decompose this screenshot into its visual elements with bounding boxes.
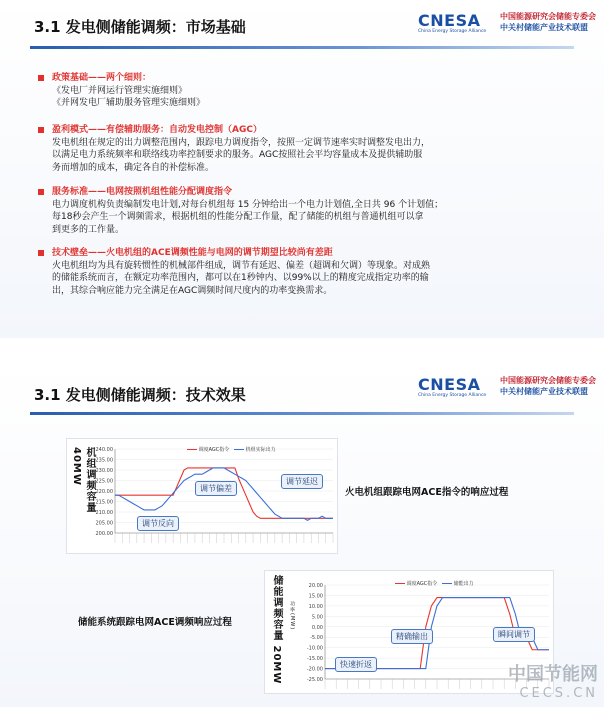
callout-accurate: 精确输出 <box>391 629 433 644</box>
section-line: 《并网发电厂辅助服务管理实施细则》 <box>52 98 206 108</box>
y-tick-label: -10.00 <box>306 645 323 652</box>
y-tick-label: 230.00 <box>95 468 113 474</box>
cnesa-logo <box>418 372 596 402</box>
logo-cn-line1: 中国能源研究会储能专委会 <box>500 376 596 385</box>
y-tick-label: 215.00 <box>95 499 113 506</box>
y-tick-label: 15.00 <box>308 593 323 600</box>
section-line: 的储能系统而言，在额定功率范围内，都可以在1秒钟内、以99%以上的精度完成指定功率的输 <box>52 273 429 283</box>
section-heading: 盈利模式——有偿辅助服务：自动发电控制（AGC） <box>52 125 262 135</box>
title-divider <box>30 412 574 415</box>
watermark-line2: CECS.CN <box>519 686 598 701</box>
section-line: 出，其综合响应能力完全满足在AGC调频时间尺度内的功率变换需求。 <box>52 285 333 296</box>
section-service-standard <box>38 186 568 236</box>
chart1-y-label: 机组调频容量 40MW <box>71 447 95 513</box>
callout-fast: 快速折返 <box>335 657 377 672</box>
slide-market-basis <box>0 0 604 338</box>
slide-technical-effect <box>0 362 604 707</box>
section-heading: 服务标准——电网按照机组性能分配调度指令 <box>52 187 233 197</box>
bullet-icon <box>38 127 44 133</box>
y-tick-label: -15.00 <box>306 656 323 663</box>
section-heading: 政策基础——两个细则： <box>52 73 152 83</box>
section-line: 到更多的工作量。 <box>52 224 125 235</box>
watermark-line1: 中国节能网 <box>508 664 598 685</box>
watermark <box>508 660 598 701</box>
y-tick-label: 240.00 <box>95 447 113 453</box>
logo-sub-text: China Energy Storage Alliance <box>418 393 487 398</box>
y-tick-label: 235.00 <box>95 457 113 464</box>
section-tech-barrier <box>38 247 568 297</box>
callout-reverse: 调节反向 <box>137 516 179 531</box>
slide-gap <box>0 338 604 362</box>
chart2-legend <box>395 580 474 587</box>
section-heading: 技术壁垒——火电机组的ACE调频性能与电网的调节期望比较尚有差距 <box>52 248 333 258</box>
y-tick-label: 10.00 <box>308 603 323 610</box>
y-tick-label: -25.00 <box>306 677 323 683</box>
logo-main-text: CNESA <box>418 375 481 394</box>
section-profit-model <box>38 124 568 174</box>
chart1-legend <box>187 446 276 453</box>
chart2-y-unit: 功率(MW) <box>289 601 295 631</box>
section-line: 电力调度机构负责编制发电计划,对每台机组每 15 分钟给出一个电力计划值,全日共 96 个计划值； <box>52 199 444 210</box>
chart1-plot <box>67 439 339 555</box>
chart2-y-label: 储能调频容量 20MW <box>271 575 282 685</box>
legend-label: 调度AGC指令 <box>198 447 230 453</box>
logo-sub-text: China Energy Storage Alliance <box>418 29 487 34</box>
legend-label: 调度AGC指令 <box>406 581 438 587</box>
y-tick-label: 205.00 <box>95 520 113 527</box>
chart1-caption: 火电机组跟踪电网ACE指令的响应过程 <box>345 487 509 498</box>
y-tick-label: -5.00 <box>310 635 323 642</box>
thermal-unit-chart <box>66 438 338 554</box>
y-tick-label: 20.00 <box>308 583 323 589</box>
y-tick-label: 220.00 <box>95 489 113 495</box>
section-line: 务而增加的成本，确定各自的补偿标准。 <box>52 162 215 173</box>
page-title: 3.1 发电侧储能调频：市场基础 <box>34 18 246 36</box>
callout-instant: 瞬间调节 <box>493 627 535 642</box>
page-title: 3.1 发电侧储能调频：技术效果 <box>34 386 246 404</box>
section-line: 以满足电力系统频率和联络线功率控制要求的服务。AGC按照社会平均容量成本及提供辅助服 <box>52 150 423 160</box>
bullet-icon <box>38 250 44 256</box>
callout-deviation: 调节偏差 <box>195 481 237 496</box>
legend-label: 机组实际出力 <box>245 447 276 453</box>
logo-cn-line2: 中关村储能产业技术联盟 <box>500 23 588 32</box>
bullet-icon <box>38 189 44 195</box>
chart2-caption: 储能系统跟踪电网ACE调频响应过程 <box>78 617 232 628</box>
section-line: 火电机组均为具有旋转惯性的机械部件组成，调节有延迟、偏差（超调和欠调）等现象。对成熟 <box>52 260 431 271</box>
y-tick-label: 200.00 <box>95 531 113 537</box>
section-line: 每18秒会产生一个调频需求，根据机组的性能分配工作量，配了储能的机组与普通机组可以拿 <box>52 212 424 222</box>
y-tick-label: 5.00 <box>311 614 323 621</box>
bullet-icon <box>38 75 44 81</box>
cnesa-logo <box>418 8 596 38</box>
title-divider <box>30 46 574 49</box>
logo-cn-line1: 中国能源研究会储能专委会 <box>500 12 596 21</box>
y-tick-label: -20.00 <box>306 666 323 673</box>
section-line: 《发电厂并网运行管理实施细则》 <box>52 85 188 96</box>
y-tick-label: 225.00 <box>95 478 113 485</box>
callout-delay: 调节延迟 <box>281 474 323 489</box>
section-policy <box>38 72 568 110</box>
section-line: 发电机组在规定的出力调整范围内，跟踪电力调度指令，按照一定调节速率实时调整发电出力， <box>52 137 431 148</box>
logo-main-text: CNESA <box>418 11 481 30</box>
legend-label: 储能出力 <box>453 581 474 587</box>
logo-cn-line2: 中关村储能产业技术联盟 <box>500 387 588 396</box>
y-tick-label: 0.00 <box>311 624 323 631</box>
y-tick-label: 210.00 <box>95 510 113 516</box>
